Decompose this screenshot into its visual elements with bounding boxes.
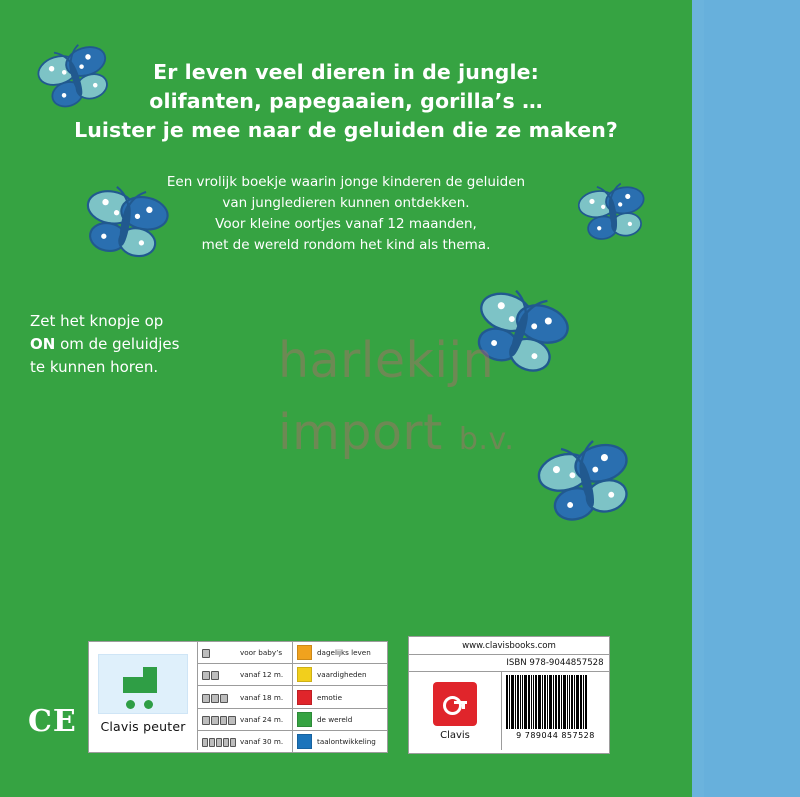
- publisher-name: Clavis: [440, 729, 470, 741]
- headline-line-3-a: Luister je mee naar de: [74, 118, 344, 142]
- age-column: [198, 642, 293, 752]
- butterfly-icon: [528, 432, 646, 538]
- ce-mark: CE: [28, 704, 77, 739]
- age-icon: [202, 647, 236, 658]
- train-wheel: [126, 700, 135, 709]
- theme-label: taalontwikkeling: [317, 736, 376, 746]
- headline-line-3-c: die ze maken?: [445, 118, 618, 142]
- headline-line-1-a: Er leven veel dieren in de: [153, 60, 459, 84]
- age-label: vanaf 30 m.: [240, 736, 284, 746]
- isbn-number: ISBN 978-9044857528: [409, 655, 609, 672]
- age-label: voor baby’s: [240, 648, 283, 658]
- publisher-website: www.clavisbooks.com: [409, 637, 609, 655]
- note-on-label: ON: [30, 335, 56, 353]
- theme-swatch: [297, 734, 312, 749]
- age-row: [198, 686, 292, 708]
- train-body: [123, 677, 157, 693]
- clavis-logo-text-sub: peuter: [143, 719, 186, 734]
- clavis-publisher-mark: [409, 672, 502, 750]
- book-spine: [692, 0, 800, 797]
- theme-swatch: [297, 690, 312, 705]
- note-line-2-rest: om de geluidjes: [55, 335, 180, 353]
- clavis-peuter-logo: [89, 642, 198, 750]
- isbn-barcode-box: [408, 636, 610, 754]
- theme-label: dagelijks leven: [317, 648, 371, 658]
- book-spine-inner: [704, 0, 800, 797]
- clavis-category-box: [88, 641, 388, 753]
- age-icon: [202, 669, 236, 680]
- category-grid: [198, 642, 387, 752]
- theme-swatch: [297, 667, 312, 682]
- theme-label: emotie: [317, 692, 343, 702]
- note-line-2: [30, 333, 250, 356]
- theme-row: [293, 664, 387, 686]
- clavis-logo-text: [100, 719, 185, 734]
- watermark-line-2-main: import: [278, 404, 443, 461]
- headline-line-2: olifanten, papegaaien, gorilla’s …: [149, 89, 543, 113]
- key-icon: [443, 696, 467, 712]
- headline-line-1: [0, 58, 692, 87]
- headline-highlight-jungle: jungle: [458, 60, 531, 84]
- note-line-3: te kunnen horen.: [30, 358, 159, 376]
- theme-row: [293, 686, 387, 708]
- watermark-line-2: [278, 397, 514, 476]
- butterfly-icon: [460, 282, 578, 388]
- age-label: vanaf 24 m.: [240, 714, 284, 724]
- train-wheel: [144, 700, 153, 709]
- clavis-logo-text-main: Clavis: [100, 719, 139, 734]
- theme-column: [293, 642, 387, 752]
- theme-swatch: [297, 712, 312, 727]
- headline-line-1-c: :: [530, 60, 539, 84]
- watermark-line-2-suffix: b.v.: [458, 422, 515, 457]
- cover-description: [0, 172, 692, 256]
- theme-row: [293, 642, 387, 664]
- age-label: vanaf 18 m.: [240, 692, 284, 702]
- age-row: [198, 642, 292, 664]
- barcode: [502, 672, 609, 750]
- age-label: vanaf 12 m.: [240, 670, 284, 680]
- theme-row: [293, 709, 387, 731]
- age-row: [198, 709, 292, 731]
- theme-label: de wereld: [317, 714, 353, 724]
- description-line: met de wereld rondom het kind als thema.: [201, 237, 491, 253]
- barcode-number: 9 789044 857528: [516, 731, 595, 740]
- age-icon: [202, 714, 236, 725]
- watermark-line-1: harlekijn: [278, 332, 495, 389]
- age-icon: [202, 692, 236, 703]
- cover-headline: [0, 58, 692, 145]
- train-illustration: [98, 654, 188, 714]
- age-row: [198, 731, 292, 752]
- description-line: Een vrolijk boekje waarin jonge kinderen de geluiden: [166, 174, 526, 190]
- barcode-bars: [506, 675, 606, 729]
- age-icon: [202, 736, 236, 747]
- description-line: van jungledieren kunnen ontdekken.: [222, 195, 470, 211]
- headline-highlight-geluiden: geluiden: [343, 118, 445, 142]
- theme-swatch: [297, 645, 312, 660]
- note-line-1: Zet het knopje op: [30, 312, 164, 330]
- headline-line-3: [0, 116, 692, 145]
- description-line: Voor kleine oortjes vanaf 12 maanden,: [215, 216, 477, 232]
- sound-switch-note: [30, 310, 250, 379]
- clavis-red-square: [433, 682, 477, 726]
- age-row: [198, 664, 292, 686]
- theme-row: [293, 731, 387, 752]
- theme-label: vaardigheden: [317, 670, 367, 680]
- train-cab: [143, 667, 157, 679]
